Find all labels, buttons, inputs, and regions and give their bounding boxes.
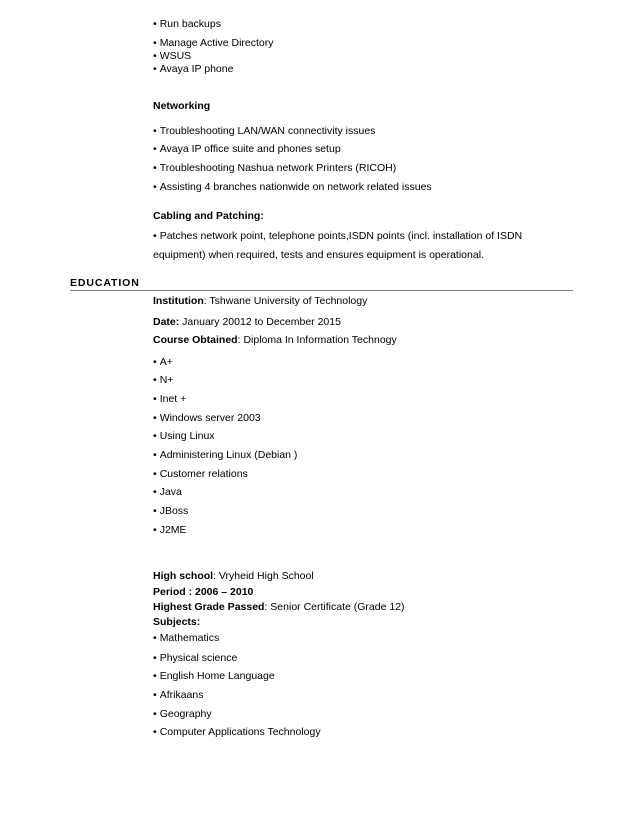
list-item: • English Home Language: [153, 670, 275, 683]
list-item: • Patches network point, telephone points,ISDN points (incl. installation of ISDN: [153, 230, 522, 243]
section-title-education: EDUCATION: [70, 277, 140, 289]
list-item: • Geography: [153, 708, 212, 721]
list-item: • Assisting 4 branches nationwide on network related issues: [153, 181, 432, 194]
high-school-value: : Vryheid High School: [213, 570, 314, 582]
list-item-continuation: equipment) when required, tests and ensures equipment is operational.: [153, 249, 484, 261]
institution-line: [153, 295, 367, 308]
list-item: • Mathematics: [153, 632, 219, 645]
list-item: • Troubleshooting Nashua network Printers (RICOH): [153, 162, 396, 175]
list-item: • Manage Active Directory: [153, 37, 274, 50]
grade-label: Highest Grade Passed: [153, 601, 265, 613]
list-item: • Physical science: [153, 652, 237, 665]
date-label: Date:: [153, 316, 180, 328]
grade-line: [153, 601, 405, 614]
grade-value: : Senior Certificate (Grade 12): [264, 601, 405, 613]
period-line: Period : 2006 – 2010: [153, 586, 254, 598]
list-item: • Inet +: [153, 393, 186, 406]
high-school-label: High school: [153, 570, 214, 582]
course-value: : Diploma In Information Technogy: [237, 334, 397, 346]
list-item: • Using Linux: [153, 430, 215, 443]
list-item: • Run backups: [153, 18, 221, 31]
list-item: • Windows server 2003: [153, 412, 261, 425]
institution-label: Institution: [153, 295, 204, 307]
list-item: • N+: [153, 374, 173, 387]
course-label: Course Obtained: [153, 334, 238, 346]
high-school-line: [153, 570, 314, 583]
list-item: • A+: [153, 356, 173, 369]
date-value: January 20012 to December 2015: [179, 316, 341, 328]
section-divider: [70, 290, 573, 291]
list-item: • Troubleshooting LAN/WAN connectivity issues: [153, 125, 375, 138]
networking-heading: Networking: [153, 100, 211, 112]
list-item: • Afrikaans: [153, 689, 203, 702]
list-item: • Java: [153, 486, 182, 499]
institution-value: : Tshwane University of Technology: [203, 295, 368, 307]
list-item: • Customer relations: [153, 468, 248, 481]
course-line: [153, 334, 397, 347]
subjects-label: Subjects:: [153, 616, 201, 628]
date-line: [153, 316, 341, 329]
list-item: • WSUS: [153, 50, 191, 63]
list-item: • J2ME: [153, 524, 187, 537]
list-item: • Avaya IP office suite and phones setup: [153, 143, 341, 156]
cabling-heading: Cabling and Patching:: [153, 210, 264, 222]
list-item: • Computer Applications Technology: [153, 726, 321, 739]
list-item: • Avaya IP phone: [153, 63, 233, 76]
list-item: • Administering Linux (Debian ): [153, 449, 297, 462]
list-item: • JBoss: [153, 505, 188, 518]
